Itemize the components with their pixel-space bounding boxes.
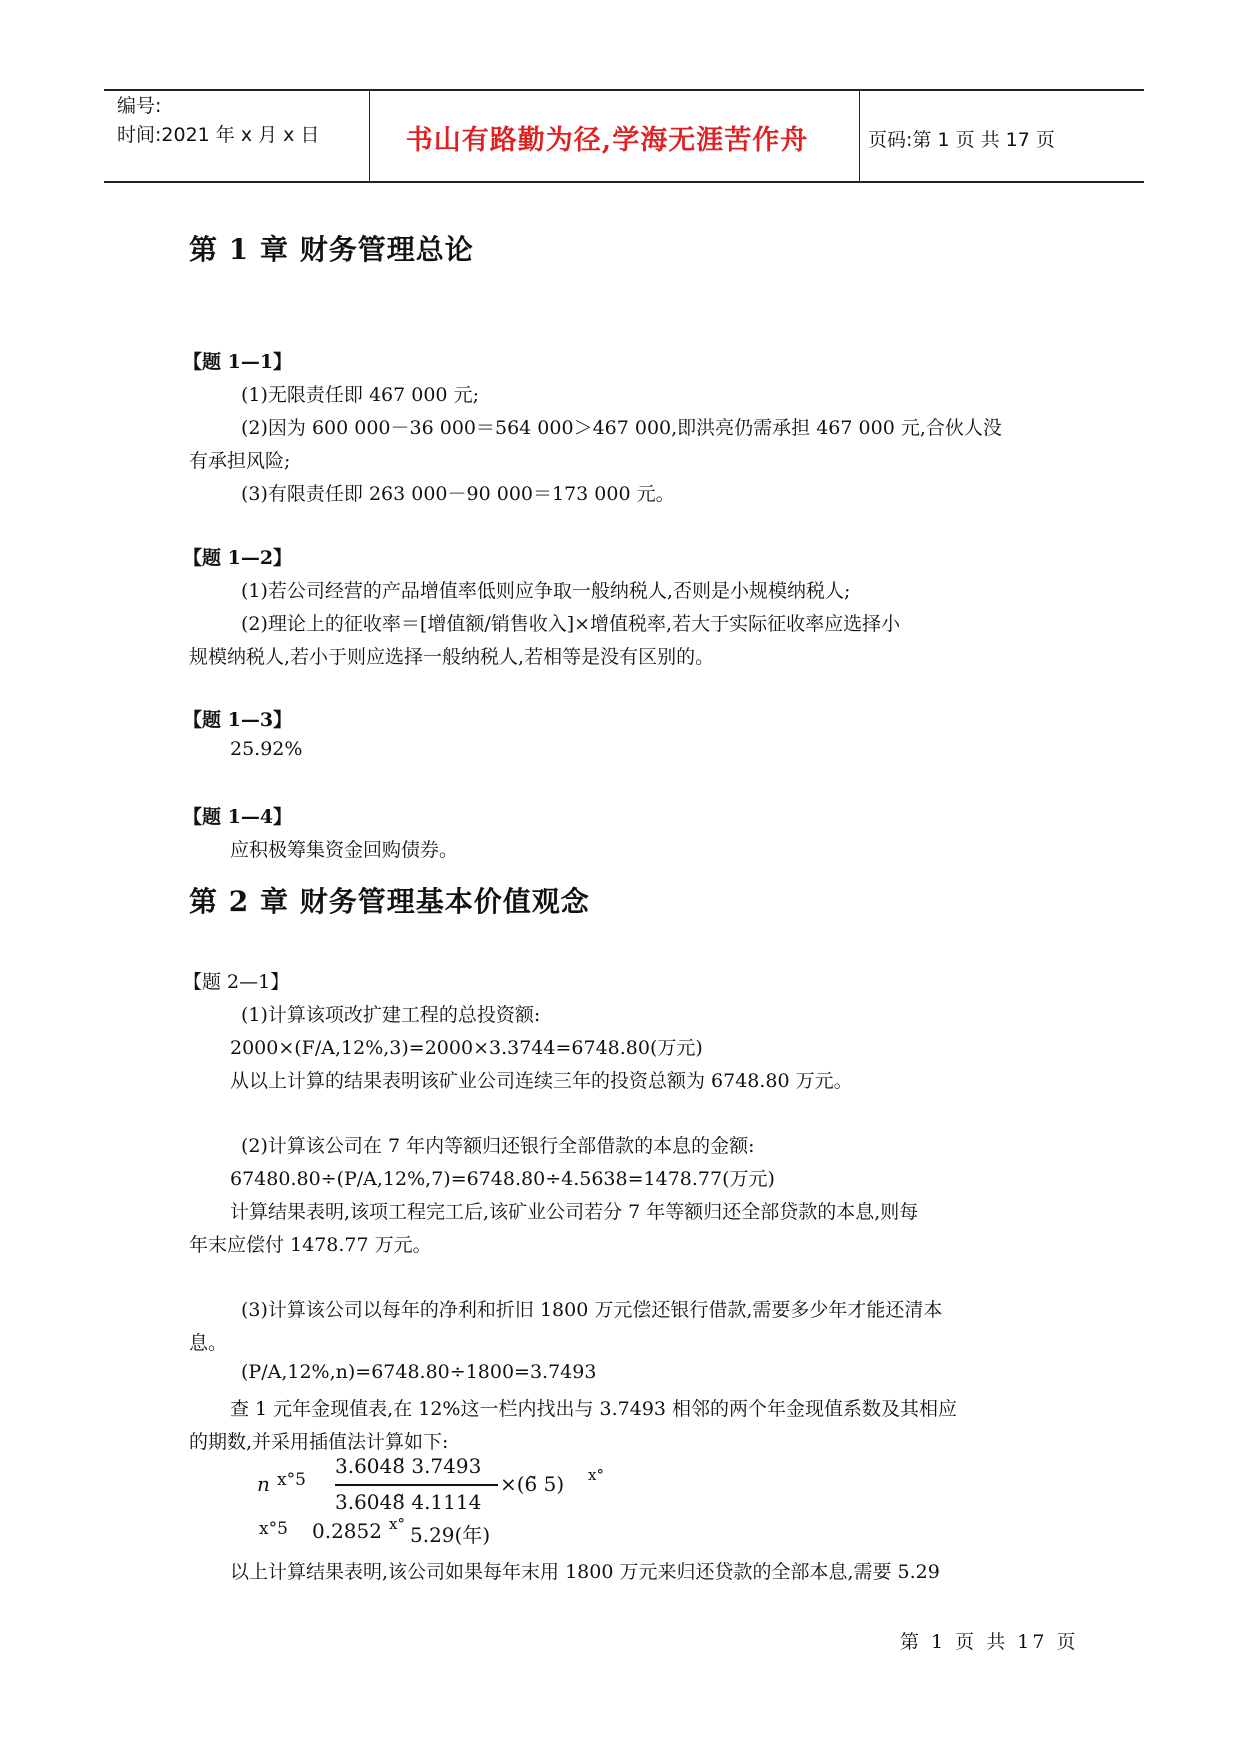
header-time: 时间:2021 年 x 月 x 日: [117, 124, 320, 146]
q1-2-line-1: (1)若公司经营的产品增值率低则应争取一般纳税人,否则是小规模纳税人;: [241, 580, 851, 602]
formula-row2-symbol-2: x°: [389, 1515, 405, 1533]
q2-1-line-2: 2000×(F/A,12%,3)=2000×3.3744=6748.80(万元): [230, 1037, 703, 1059]
formula-times: ×(6̃ 5): [500, 1472, 565, 1496]
q2-1-line-10: (P/A,12%,n)=6748.80÷1800=3.7493: [241, 1361, 597, 1383]
q2-1-line-7: 年末应偿付 1478.77 万元。: [189, 1234, 432, 1256]
q2-1-line-1: (1)计算该项改扩建工程的总投资额:: [241, 1004, 541, 1026]
header-motto: 书山有路勤为径,学海无涯苦作舟: [405, 125, 809, 156]
header-meta: [117, 92, 319, 150]
q1-2-line-2: (2)理论上的征收率＝[增值额/销售收入]×增值税率,若大于实际征收率应选择小: [241, 613, 901, 635]
q2-1-line-5: 67480.80÷(P/A,12%,7)=6748.80÷4.5638=1478.77(万元): [230, 1168, 775, 1190]
q2-1-line-12: 的期数,并采用插值法计算如下:: [189, 1431, 449, 1453]
page-footer: 第 1 页 共 17 页: [900, 1631, 1079, 1653]
formula-symbol-1: x°5: [277, 1470, 306, 1490]
q1-1-line-4: (3)有限责任即 263 000－90 000＝173 000 元。: [241, 483, 675, 505]
q2-1-line-6: 计算结果表明,该项工程完工后,该矿业公司若分 7 年等额归还全部贷款的本息,则每: [230, 1201, 919, 1223]
question-1-4-label: 【题 1—4】: [183, 806, 293, 828]
header-top-rule: [104, 89, 1144, 91]
question-1-1-label: 【题 1—1】: [183, 351, 293, 373]
chapter-2-title: 第 2 章 财务管理基本价值观念: [189, 885, 590, 918]
header-bottom-rule: [104, 181, 1144, 183]
q1-3-line-1: 25.92%: [230, 738, 303, 760]
header-divider-left: [369, 90, 370, 182]
question-1-2-label: 【题 1—2】: [183, 547, 293, 569]
formula-fraction-bar: [335, 1484, 498, 1486]
q2-1-line-3: 从以上计算的结果表明该矿业公司连续三年的投资总额为 6748.80 万元。: [230, 1070, 853, 1092]
q2-1-line-13: 以上计算结果表明,该公司如果每年末用 1800 万元来归还贷款的全部本息,需要 5.29: [230, 1561, 940, 1583]
formula-n: n: [257, 1472, 270, 1496]
q1-1-line-2: (2)因为 600 000－36 000＝564 000＞467 000,即洪亮仍需承担 467 000 元,合伙人没: [241, 417, 1002, 439]
q1-1-line-1: (1)无限责任即 467 000 元;: [241, 384, 479, 406]
q1-4-line-1: 应积极筹集资金回购债券。: [230, 839, 459, 861]
chapter-1-title: 第 1 章 财务管理总论: [189, 233, 474, 266]
formula-row2-symbol: x°5: [259, 1519, 288, 1539]
q2-1-line-9: 息。: [189, 1332, 228, 1354]
formula-row2-value: 0.2852: [312, 1519, 382, 1543]
formula-numerator: 3.6048̃ 3.7493: [335, 1454, 482, 1478]
q2-1-line-8: (3)计算该公司以每年的净利和折旧 1800 万元偿还银行借款,需要多少年才能还清本: [241, 1299, 943, 1321]
header-page-number: 页码:第 1 页 共 17 页: [868, 129, 1055, 151]
header-divider-right: [859, 90, 860, 182]
q1-1-line-3: 有承担风险;: [189, 450, 291, 472]
formula-symbol-2: x°: [588, 1466, 604, 1484]
formula-denominator: 3.6048̃ 4.1114: [335, 1490, 482, 1514]
q1-2-line-3: 规模纳税人,若小于则应选择一般纳税人,若相等是没有区别的。: [189, 646, 715, 668]
question-2-1-label: 【题 2—1】: [183, 971, 290, 993]
q2-1-line-11: 查 1 元年金现值表,在 12%这一栏内找出与 3.7493 相邻的两个年金现值系数及其相应: [230, 1398, 958, 1420]
q2-1-line-4: (2)计算该公司在 7 年内等额归还银行全部借款的本息的金额:: [241, 1135, 755, 1157]
formula-row2-result: 5.29(年): [410, 1523, 491, 1547]
question-1-3-label: 【题 1—3】: [183, 709, 293, 731]
header-number: 编号:: [117, 95, 162, 117]
